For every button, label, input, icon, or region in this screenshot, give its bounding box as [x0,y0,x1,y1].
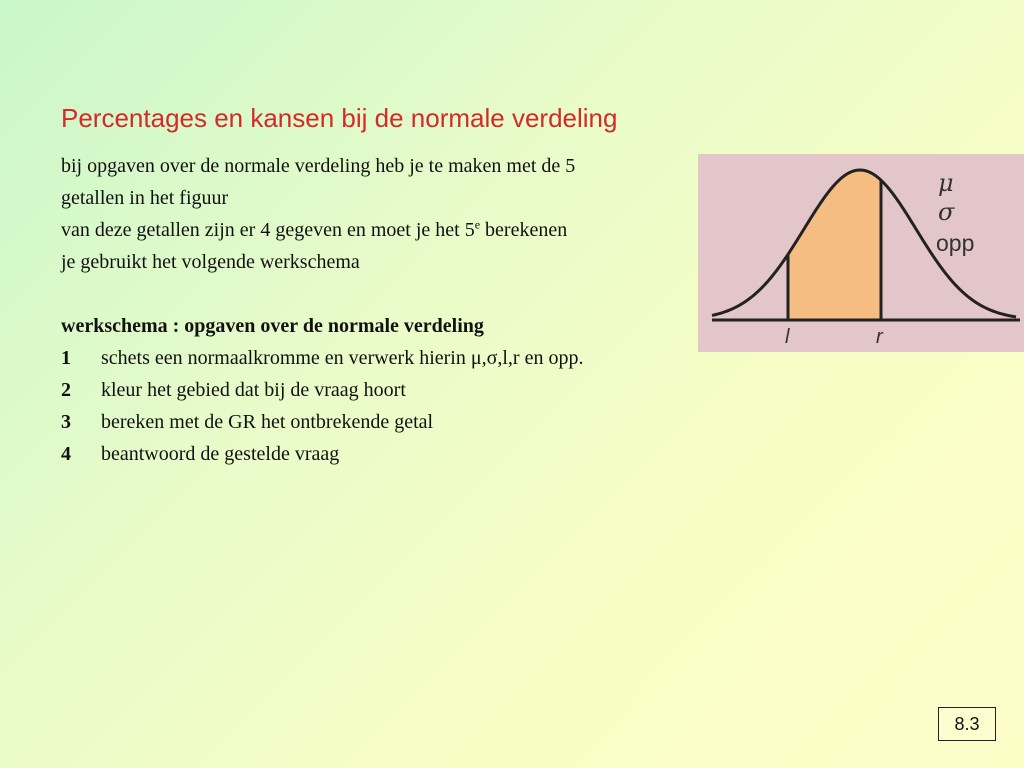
step-text: kleur het gebied dat bij de vraag hoort [101,379,406,401]
opp-label: opp [936,230,975,256]
page-number: 8.3 [938,707,996,741]
normal-curve-figure [698,154,1024,352]
intro-line-3 [61,214,583,246]
schema-step [61,438,583,470]
step-number: 4 [61,443,71,465]
step-number: 2 [61,379,71,401]
intro-line-4: je gebruikt het volgende werkschema [61,251,360,273]
spacer [61,278,583,310]
step-text: beantwoord de gestelde vraag [101,443,340,465]
superscript-e: e [474,217,481,232]
step-text: schets een normaalkromme en verwerk hierin μ,σ,l,r en opp. [101,347,584,369]
schema-heading: werkschema : opgaven over de normale verdeling [61,315,484,337]
slide-title: Percentages en kansen bij de normale verdeling [61,103,618,133]
schema-step [61,374,583,406]
right-bound-label: r [876,326,883,348]
mu-label: μ [938,169,954,197]
step-text: bereken met de GR het ontbrekende getal [101,411,434,433]
step-number: 3 [61,411,71,433]
slide-body [61,150,583,470]
intro-line-3-main: van deze getallen zijn er 4 gegeven en moet je het 5 [61,219,475,241]
shaded-area [788,170,881,320]
normal-curve-svg [698,154,1024,352]
intro-line-3-end: berekenen [480,219,568,241]
schema-step [61,406,583,438]
sigma-label: σ [938,198,955,226]
schema-step [61,342,583,374]
intro-line-2: getallen in het figuur [61,187,229,209]
left-bound-label: l [785,326,790,348]
step-number: 1 [61,347,71,369]
intro-line-1: bij opgaven over de normale verdeling heb je te maken met de 5 [61,155,576,177]
